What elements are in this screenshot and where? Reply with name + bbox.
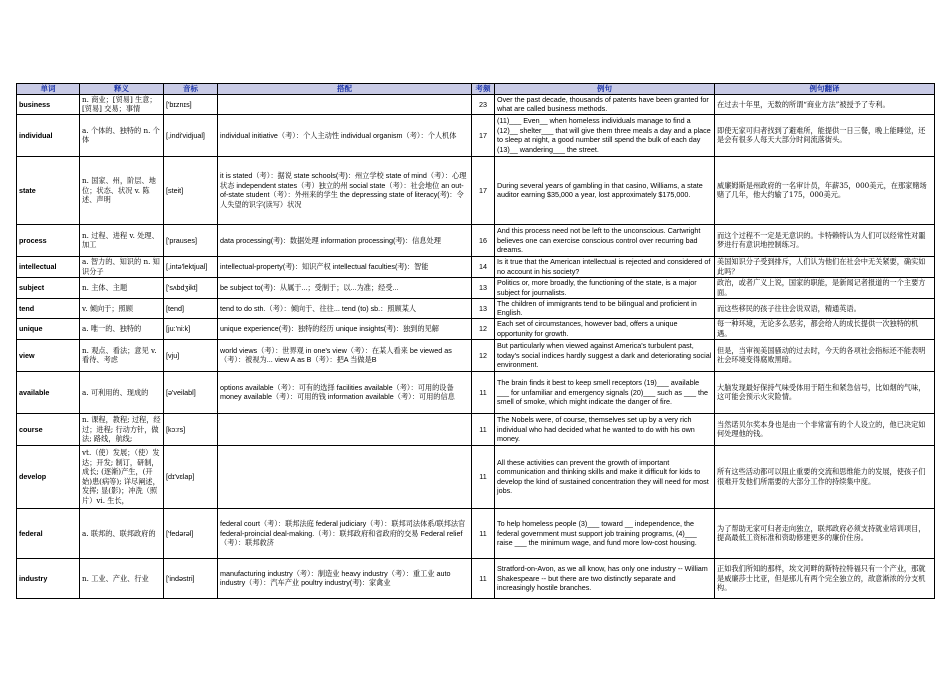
example-cell: (11)___ Even__ when homeless individuals manage to find a (12)__ shelter___ that will give them three meals a day and a place to sleep at night, a good number still spend the bulk of each day (13)__ wandering___ the street. — [495, 114, 715, 156]
header-frequency: 考频 — [472, 84, 495, 95]
table-row — [17, 508, 935, 558]
phonetic-cell: [tend] — [164, 298, 218, 318]
header-phonetic: 音标 — [164, 84, 218, 95]
meaning-cell: v. 倾向于；照顾 — [80, 298, 164, 318]
example-cell: To help homeless people (3)___ toward __ independence, the federal government must support job training programs, (4)___ raise ___ the minimum wage, and fund more low-cost housing. — [495, 508, 715, 558]
table-row — [17, 339, 935, 371]
meaning-cell: n. 商业；[贸易] 生意；[贸易] 交易；事情 — [80, 94, 164, 114]
table-row — [17, 156, 935, 224]
phonetic-cell: [dɪ'vɛlap] — [164, 445, 218, 508]
table-row — [17, 445, 935, 508]
phonetic-cell: ['indəstri] — [164, 558, 218, 598]
table-row — [17, 371, 935, 413]
phonetic-cell: ['sʌbdʒikt] — [164, 277, 218, 298]
collocation-cell — [218, 445, 472, 508]
phonetic-cell: [,intə'lektjual] — [164, 256, 218, 277]
meaning-cell: a. 个体的、独特的 n. 个体 — [80, 114, 164, 156]
frequency-cell: 16 — [472, 224, 495, 256]
collocation-cell: unique experience(考)：独特的经历 unique insights(考)：独到的见解 — [218, 318, 472, 339]
collocation-cell — [218, 94, 472, 114]
table-body — [17, 94, 935, 598]
meaning-cell: a. 可利用的、现成的 — [80, 371, 164, 413]
example-cell: During several years of gambling in that casino, Williams, a state auditor earning $35,000 a year, lost approximately $175,000. — [495, 156, 715, 224]
table-row — [17, 558, 935, 598]
meaning-cell: a. 唯一的、独特的 — [80, 318, 164, 339]
example-cell: The children of immigrants tend to be bilingual and proficient in English. — [495, 298, 715, 318]
frequency-cell: 13 — [472, 298, 495, 318]
collocation-cell: manufacturing industry（考）：制造业 heavy industry（考）：重工业 auto industry（考）：汽车产业 poultry industry(考)：家禽业 — [218, 558, 472, 598]
phonetic-cell: ['prauses] — [164, 224, 218, 256]
table-row — [17, 256, 935, 277]
collocation-cell: world views（考）：世界观 in one's view（考）：在某人看来 be viewed as（考）：被视为... view A as B（考）：把A 当做是B — [218, 339, 472, 371]
header-example: 例句 — [495, 84, 715, 95]
word-cell: federal — [17, 508, 80, 558]
header-word: 单词 — [17, 84, 80, 95]
phonetic-cell: [kɔ:rs] — [164, 413, 218, 445]
example-cell: The Nobels were, of course, themselves set up by a very rich individual who had decided what he wanted to do with his own money. — [495, 413, 715, 445]
header-meaning: 释义 — [80, 84, 164, 95]
translation-cell: 但是，当审视美国骚动的过去时，今天的各项社会指标还不能表明社会环境变得腐败黑暗。 — [715, 339, 935, 371]
meaning-cell: n. 主体、主题 — [80, 277, 164, 298]
frequency-cell: 13 — [472, 277, 495, 298]
frequency-cell: 12 — [472, 318, 495, 339]
meaning-cell: n. 过程、进程 v. 处理、加工 — [80, 224, 164, 256]
vocabulary-table — [16, 83, 935, 599]
phonetic-cell: [ə'veilabl] — [164, 371, 218, 413]
word-cell: tend — [17, 298, 80, 318]
table-row — [17, 413, 935, 445]
translation-cell: 政治，或者广义上说，国家的职能，是新闻记者报道的一个主要方面。 — [715, 277, 935, 298]
meaning-cell: n. 国家、州，阶层、地位；状态、状况 v. 陈述、声明 — [80, 156, 164, 224]
example-cell: Is it true that the American intellectual is rejected and considered of no account in his society? — [495, 256, 715, 277]
meaning-cell: a. 智力的、知识的 n. 知识分子 — [80, 256, 164, 277]
header-translation: 例句翻译 — [715, 84, 935, 95]
collocation-cell: be subject to(考)：从属于...；受制于；以...为准；经受... — [218, 277, 472, 298]
meaning-cell: n. 课程，教程; 过程，经过；进程; 行动方针，做法; 路线，航线; — [80, 413, 164, 445]
frequency-cell: 12 — [472, 339, 495, 371]
translation-cell: 大脑发现最好保持气味受体用于陌生和紧急信号，比如烟的气味，这可能会预示火灾险情。 — [715, 371, 935, 413]
example-cell: Over the past decade, thousands of patents have been granted for what are called business methods. — [495, 94, 715, 114]
example-cell: All these activities can prevent the growth of important communication and thinking skills and make it difficult for kids to develop the kind of sustained concentration they will need for most jobs. — [495, 445, 715, 508]
collocation-cell: intellectual-property(考)：知识产权 intellectual faculties(考)：智能 — [218, 256, 472, 277]
collocation-cell: tend to do sth.（考）：倾向于、往往... tend (to) sb.：照顾某人 — [218, 298, 472, 318]
translation-cell: 正如我们所知的那样，埃文河畔的斯特拉特福只有一个产业，那就是威廉莎士比亚，但是那儿有两个完全独立的，敌意渐浓的分支机构。 — [715, 558, 935, 598]
table-row — [17, 298, 935, 318]
translation-cell: 在过去十年里，无数的所谓“商业方法”被授予了专利。 — [715, 94, 935, 114]
phonetic-cell: [ju:'ni:k] — [164, 318, 218, 339]
word-cell: view — [17, 339, 80, 371]
collocation-cell: data processing(考)：数据处理 information processing(考)：信息处理 — [218, 224, 472, 256]
example-cell: Stratford-on-Avon, as we all know, has only one industry -- William Shakespeare -- but there are two distinctly separate and increasingly hostile branches. — [495, 558, 715, 598]
meaning-cell: n. 工业、产业、行业 — [80, 558, 164, 598]
example-cell: Politics or, more broadly, the functioning of the state, is a major subject for journalists. — [495, 277, 715, 298]
translation-cell: 而这个过程不一定是无意识的。卡特赖特认为人们可以经常性对噩梦进行有意识地控制练习。 — [715, 224, 935, 256]
example-cell: The brain finds it best to keep smell receptors (19)___ available ___ for unfamiliar and emergency signals (20)___ such as ___ the smell of smoke, which might indicate the danger of fire. — [495, 371, 715, 413]
translation-cell: 为了帮助无家可归者走向独立，联邦政府必须支持就业培训项目，提高最低工资标准和资助修建更多的廉价住房。 — [715, 508, 935, 558]
word-cell: intellectual — [17, 256, 80, 277]
collocation-cell: federal court（考）：联邦法庭 federal judiciary（考）：联邦司法体系/联邦法官 federal-proincial deal-making.（考）：联邦政府和省政府的交易 Federal relief（考）：联邦救济 — [218, 508, 472, 558]
word-cell: unique — [17, 318, 80, 339]
table-row — [17, 224, 935, 256]
example-cell: Each set of circumstances, however bad, offers a unique opportunity for growth. — [495, 318, 715, 339]
example-cell: And this process need not be left to the unconscious. Cartwright believes one can exercise conscious control over recurring bad dreams. — [495, 224, 715, 256]
frequency-cell: 17 — [472, 156, 495, 224]
collocation-cell: individual initiative（考）：个人主动性 individual organism（考）：个人机体 — [218, 114, 472, 156]
word-cell: state — [17, 156, 80, 224]
phonetic-cell: [vju] — [164, 339, 218, 371]
table-row — [17, 318, 935, 339]
translation-cell: 所有这些活动都可以阻止重要的交流和思维能力的发展，使孩子们很难开发他们所需要的大部分工作的持续集中度。 — [715, 445, 935, 508]
translation-cell: 每一种环境，无论多么恶劣，都会给人的成长提供一次独特的机遇。 — [715, 318, 935, 339]
frequency-cell: 14 — [472, 256, 495, 277]
word-cell: industry — [17, 558, 80, 598]
meaning-cell: vt.（使）发展；（使）发达；开发; 制订，研制，成长; (逐渐)产生，(开始)患(病等); 详尽阐述，发挥; 显(影)；冲洗（照片）vi. 生长， — [80, 445, 164, 508]
translation-cell: 而这些移民的孩子往往会说双语，精通英语。 — [715, 298, 935, 318]
phonetic-cell: ['fedərəl] — [164, 508, 218, 558]
frequency-cell: 11 — [472, 508, 495, 558]
phonetic-cell: ['bɪznɪs] — [164, 94, 218, 114]
translation-cell: 美国知识分子受到排斥，人们认为他们在社会中无关紧要，确实如此吗？ — [715, 256, 935, 277]
word-cell: individual — [17, 114, 80, 156]
frequency-cell: 17 — [472, 114, 495, 156]
frequency-cell: 23 — [472, 94, 495, 114]
header-collocation: 搭配 — [218, 84, 472, 95]
collocation-cell: it is stated（考）：据说 state schools(考)：州立学校 state of mind（考）：心理状态 independent states（考）独立的州 social state（考）：社会地位 an out-of-state student（考）：外州来的学生 the depressing state of literacy(考)：令人失望的识字(读写）状况 — [218, 156, 472, 224]
frequency-cell: 11 — [472, 558, 495, 598]
collocation-cell — [218, 413, 472, 445]
translation-cell: 当然诺贝尔奖本身也是由一个非常富有的个人设立的，他已决定如何处理他的钱。 — [715, 413, 935, 445]
example-cell: But particularly when viewed against America's turbulent past, today's social indices hardly suggest a dark and deteriorating social environment. — [495, 339, 715, 371]
header-row — [17, 84, 935, 95]
phonetic-cell: [steit] — [164, 156, 218, 224]
table-row — [17, 114, 935, 156]
word-cell: course — [17, 413, 80, 445]
meaning-cell: a. 联邦的、联邦政府的 — [80, 508, 164, 558]
word-cell: subject — [17, 277, 80, 298]
phonetic-cell: [,indi'vidjual] — [164, 114, 218, 156]
table-row — [17, 277, 935, 298]
word-cell: develop — [17, 445, 80, 508]
word-cell: process — [17, 224, 80, 256]
word-cell: available — [17, 371, 80, 413]
translation-cell: 即使无家可归者找到了避难所，能提供一日三餐，晚上能睡觉，还是会有很多人每天大部分时间流落街头。 — [715, 114, 935, 156]
frequency-cell: 11 — [472, 413, 495, 445]
frequency-cell: 11 — [472, 371, 495, 413]
meaning-cell: n. 观点、看法；意见 v. 看待、考虑 — [80, 339, 164, 371]
table-row — [17, 94, 935, 114]
translation-cell: 威廉姆斯是州政府的一名审计员，年薪35，000美元，在那家赌场赌了几年，他大约输了175，000美元。 — [715, 156, 935, 224]
word-cell: business — [17, 94, 80, 114]
frequency-cell: 11 — [472, 445, 495, 508]
collocation-cell: options available（考）：可有的选择 facilities available（考）：可用的设备 money available（考）：可用的钱 information available（考）：可用的信息 — [218, 371, 472, 413]
